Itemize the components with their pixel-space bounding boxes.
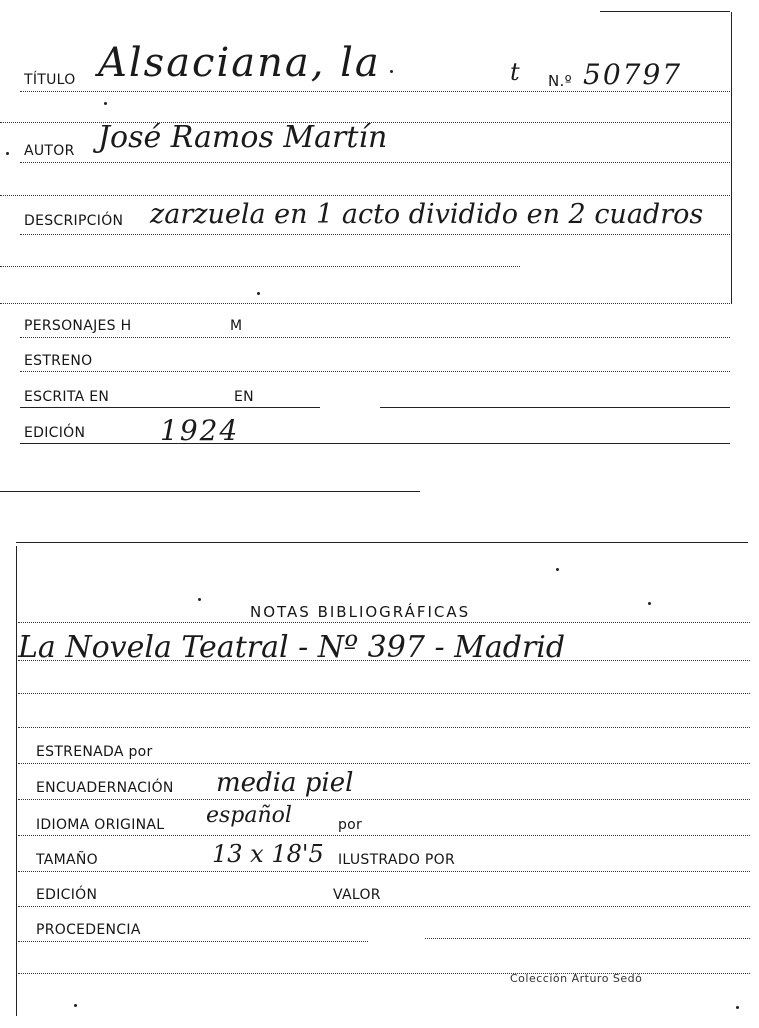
card1-right-border — [731, 12, 732, 304]
titulo-value: Alsaciana, la — [98, 40, 381, 86]
speck — [257, 292, 260, 295]
titulo-line — [20, 91, 730, 92]
number-label: N.º — [548, 72, 572, 90]
speck — [556, 568, 559, 571]
notas-value: La Novela Teatral - Nº 397 - Madrid — [18, 630, 566, 665]
collection-stamp: Colección Arturo Sedó — [510, 972, 643, 985]
edicion-value: 1924 — [160, 414, 240, 447]
escrita-label: ESCRITA EN — [24, 389, 110, 405]
titulo-label: TÍTULO — [24, 72, 76, 88]
procedencia-label: PROCEDENCIA — [36, 922, 141, 938]
notas-heading: NOTAS BIBLIOGRÁFICAS — [250, 603, 471, 621]
descripcion-value: zarzuela en 1 acto dividido en 2 cuadros — [150, 199, 704, 230]
ilustrado-label: ILUSTRADO POR — [338, 852, 455, 868]
speck — [648, 602, 651, 605]
number-value: 50797 — [583, 58, 683, 91]
card2-top-border — [16, 542, 748, 543]
notas-value-line — [18, 660, 750, 661]
speck — [104, 102, 107, 105]
descripcion-line — [20, 234, 730, 235]
tamano-value: 13 x 18'5 — [212, 840, 324, 868]
encuadernacion-value: media piel — [216, 768, 354, 798]
tamano-line — [18, 871, 750, 872]
autor-value: José Ramos Martín — [98, 120, 388, 155]
speck — [6, 152, 9, 155]
card1-line-7 — [0, 303, 730, 304]
idioma-por-label: por — [338, 817, 363, 833]
card1-top-border — [600, 11, 730, 12]
card2-left-border — [16, 546, 17, 1016]
estreno-label: ESTRENO — [24, 353, 93, 369]
speck — [74, 1004, 77, 1007]
autor-line — [20, 162, 730, 163]
card1-line-6 — [0, 266, 520, 267]
estrenada-label: ESTRENADA por — [36, 744, 153, 760]
valor-label: VALOR — [333, 887, 381, 903]
descripcion-label: DESCRIPCIÓN — [24, 213, 124, 229]
personajes-line — [20, 337, 730, 338]
tamano-label: TAMAÑO — [36, 852, 98, 868]
escrita-line-a — [20, 407, 320, 408]
encuadernacion-line — [18, 799, 750, 800]
notas-line — [18, 622, 750, 623]
autor-label: AUTOR — [24, 143, 75, 159]
card2-line-3 — [18, 693, 750, 694]
card1-bottom-line — [0, 491, 420, 492]
procedencia-line-a — [18, 941, 368, 942]
idioma-value: español — [206, 803, 292, 828]
card2-line-4 — [18, 727, 750, 728]
estreno-line — [20, 371, 730, 372]
number-prefix: t — [510, 58, 520, 86]
speck — [736, 1006, 739, 1009]
estrenada-line — [18, 763, 750, 764]
personajes-label: PERSONAJES H — [24, 318, 132, 334]
procedencia-line-b — [425, 938, 750, 939]
card1-line-4 — [0, 195, 730, 196]
escrita-line-b — [380, 407, 730, 408]
speck — [390, 70, 393, 73]
escrita-en-label: EN — [234, 389, 254, 405]
idioma-line — [18, 835, 750, 836]
encuadernacion-label: ENCUADERNACIÓN — [36, 780, 174, 796]
idioma-label: IDIOMA ORIGINAL — [36, 817, 165, 833]
edicion-label: EDICIÓN — [24, 425, 86, 441]
personajes-m-label: M — [230, 318, 243, 334]
edicion2-line — [18, 906, 750, 907]
speck — [198, 598, 201, 601]
edicion2-label: EDICIÓN — [36, 887, 98, 903]
edicion-line — [20, 443, 730, 444]
